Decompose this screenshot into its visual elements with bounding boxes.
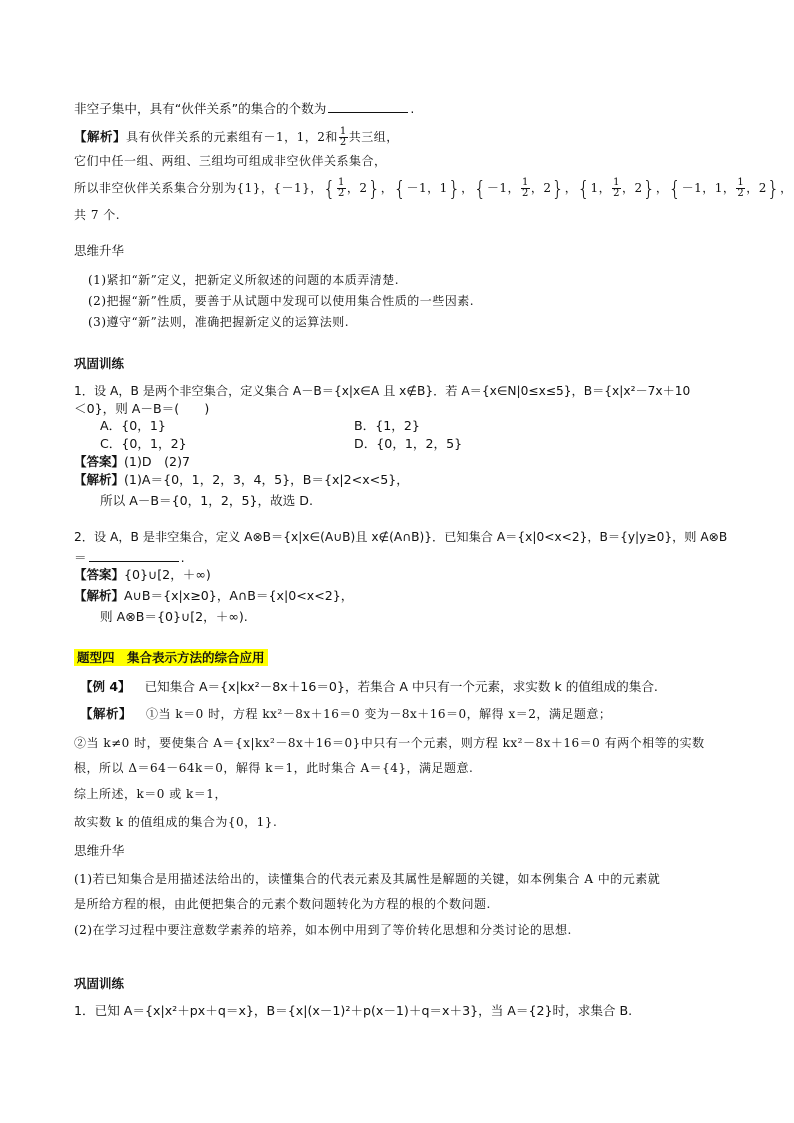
thinking2-title: 思维升华 <box>74 843 125 858</box>
set-element: ，2 <box>346 181 368 195</box>
practice-q1-answer <box>74 454 190 470</box>
practice-q2-analysis <box>74 588 353 604</box>
brace-close: } <box>766 176 781 201</box>
separator: ， <box>780 181 793 195</box>
set-element: ，2 <box>746 181 767 195</box>
partner-set <box>668 176 793 201</box>
analysis-tag: 【解析】 <box>74 472 125 487</box>
analysis-line-2: 它们中任一组、两组、三组均可组成非空伙伴关系集合， <box>74 154 387 168</box>
option-d: D．{0，1，2，5} <box>354 436 463 451</box>
frac-num: 1 <box>338 177 345 188</box>
thinking2-item2: (2)在学习过程中要注意数学素养的培养，如本例中用到了等价转化思想和分类讨论的思想. <box>74 923 572 937</box>
analysis-text: ①当 k＝0 时，方程 kx²－8x＋16＝0 变为－8x＋16＝0，解得 x＝2，满足题意； <box>146 707 612 721</box>
partner-set <box>322 176 394 201</box>
separator: ， <box>461 181 474 195</box>
analysis-line-3 <box>74 178 793 199</box>
practice-title: 巩固训练 <box>74 356 125 371</box>
fraction <box>337 178 346 199</box>
separator: ， <box>564 181 578 195</box>
example-analysis-1 <box>80 706 611 722</box>
fraction <box>612 178 621 199</box>
practice-q2-line1: 2．设 A，B 是非空集合，定义 A⊗B＝{x|x∈(A∪B)且 x∉(A∩B)}．已知集合 A＝{x|0<x<2}，B＝{y|y≥0}，则 A⊗B <box>74 530 728 544</box>
brace-open: { <box>577 176 591 201</box>
set-element: 1， <box>590 181 612 195</box>
example-text: 已知集合 A＝{x|kx²－8x＋16＝0}，若集合 A 中只有一个元素，求实数 k 的值组成的集合. <box>144 679 658 694</box>
practice2-title: 巩固训练 <box>74 976 125 991</box>
set-element: －1， <box>486 181 520 195</box>
brace-open: { <box>322 176 337 201</box>
analysis-text: A∪B＝{x|x≥0}，A∩B＝{x|0<x<2}， <box>124 588 354 603</box>
option-a: A．{0，1} <box>100 418 166 433</box>
example-tag: 【例 4】 <box>80 679 131 694</box>
period: . <box>410 101 415 116</box>
analysis-line-4: 共 7 个. <box>74 208 121 222</box>
separator: ， <box>655 181 669 195</box>
frac-den: 2 <box>737 188 745 199</box>
partner-set <box>577 176 669 201</box>
thinking2-item1-line1: (1)若已知集合是用描述法给出的，读懂集合的代表元素及其属性是解题的关键，如本例集合 A 中的元素就 <box>74 872 661 886</box>
option-c: C．{0，1，2} <box>100 436 187 451</box>
option-b: B．{1，2} <box>354 418 420 433</box>
brace-open: { <box>668 176 682 201</box>
fraction <box>339 127 348 148</box>
frac-num: 1 <box>737 177 745 188</box>
partner-set <box>393 176 474 201</box>
partner-set <box>473 176 578 201</box>
thinking-item-1: (1)紧扣“新”定义，把新定义所叙述的问题的本质弄清楚. <box>88 273 400 287</box>
brace-close: } <box>551 176 565 201</box>
separator: ， <box>380 181 394 195</box>
practice-q1-analysis-2: 所以 A－B＝{0，1，2，5}，故选 D. <box>100 493 313 508</box>
equals: ＝ <box>74 550 87 565</box>
answer-blank <box>89 549 179 562</box>
analysis-text: 共三组， <box>348 130 399 144</box>
analysis-text: (1)A＝{0，1，2，3，4，5}，B＝{x|2<x<5}， <box>124 472 409 487</box>
fraction <box>521 178 530 199</box>
frac-num: 1 <box>339 126 347 137</box>
set-element: ，2 <box>621 181 643 195</box>
thinking-item-3: (3)遵守“新”法则，准确把握新定义的运算法则. <box>88 315 350 329</box>
thinking-item-2: (2)把握“新”性质，要善于从试题中发现可以使用集合性质的一些因素. <box>88 294 475 308</box>
analysis-text: 所以非空伙伴关系集合分别为{1}，{－1}， <box>74 181 323 195</box>
frac-den: 2 <box>338 188 345 199</box>
practice-q2-answer <box>74 567 211 583</box>
answer-tag: 【答案】 <box>74 454 125 469</box>
practice-q1-line1: 1．设 A，B 是两个非空集合，定义集合 A－B＝{x|x∈A 且 x∉B}．若 A＝{x∈N|0≤x≤5}，B＝{x|x²－7x＋10 <box>74 384 691 398</box>
answer-text: (1)D (2)7 <box>124 454 190 469</box>
section-heading <box>74 650 268 666</box>
frac-den: 2 <box>521 188 529 199</box>
practice-q1-analysis <box>74 472 409 488</box>
frac-den: 2 <box>339 137 347 148</box>
answer-blank <box>328 100 408 113</box>
fraction <box>736 178 745 199</box>
practice-q2-analysis-2: 则 A⊗B＝{0}∪[2，＋∞). <box>100 609 248 624</box>
partner-sets <box>322 176 793 201</box>
analysis-text: 具有伙伴关系的元素组有－1，1，2和 <box>126 130 338 144</box>
example-analysis-5: 故实数 k 的值组成的集合为{0，1}. <box>74 815 278 829</box>
analysis-line-1 <box>74 127 399 148</box>
example-analysis-2: ②当 k≠0 时，要使集合 A＝{x|kx²－8x＋16＝0}中只有一个元素，则方程 kx²－8x＋16＝0 有两个相等的实数 <box>74 736 705 750</box>
frac-num: 1 <box>521 177 529 188</box>
brace-close: } <box>642 176 656 201</box>
question-text: 非空子集中，具有“伙伴关系”的集合的个数为 <box>74 101 327 116</box>
analysis-tag: 【解析】 <box>80 706 133 721</box>
example-4 <box>80 679 658 695</box>
example-analysis-3: 根，所以 Δ＝64－64k＝0，解得 k＝1，此时集合 A＝{4}，满足题意. <box>74 761 474 775</box>
analysis-tag: 【解析】 <box>74 588 125 603</box>
question-tail <box>74 100 414 117</box>
analysis-tag: 【解析】 <box>74 129 127 144</box>
set-element: ，2 <box>530 181 552 195</box>
answer-text: {0}∪[2，＋∞) <box>124 567 211 582</box>
brace-close: } <box>367 176 381 201</box>
example-analysis-4: 综上所述，k＝0 或 k＝1， <box>74 787 227 801</box>
set-element: －1，1， <box>681 181 736 195</box>
brace-open: { <box>393 176 407 201</box>
frac-num: 1 <box>613 177 620 188</box>
practice-q1-line2: ＜0}，则 A－B＝( ) <box>74 401 210 416</box>
thinking-title: 思维升华 <box>74 243 125 258</box>
frac-den: 2 <box>613 188 620 199</box>
section-heading-text: 题型四 集合表示方法的综合应用 <box>74 649 268 666</box>
brace-open: { <box>473 176 487 201</box>
set-element: －1，1 <box>406 181 448 195</box>
thinking2-item1-line2: 是所给方程的根，由此便把集合的元素个数问题转化为方程的根的个数问题. <box>74 897 491 911</box>
period: . <box>180 550 185 565</box>
practice-q2-line2 <box>74 549 185 566</box>
brace-close: } <box>447 176 462 201</box>
practice2-q1: 1．已知 A＝{x|x²＋px＋q＝x}，B＝{x|(x－1)²＋p(x－1)＋q＝x＋3}，当 A＝{2}时，求集合 B. <box>74 1003 633 1018</box>
answer-tag: 【答案】 <box>74 567 125 582</box>
